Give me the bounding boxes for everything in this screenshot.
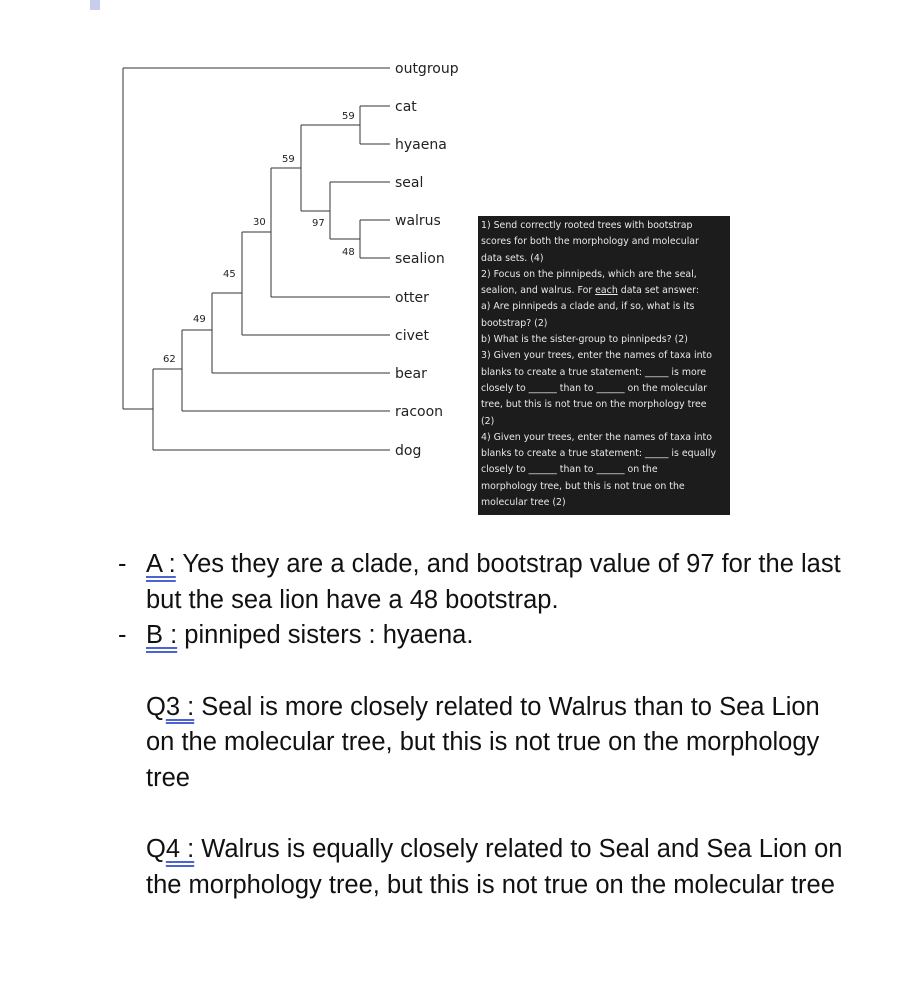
bullet: - (118, 621, 127, 649)
question-line: closely to ______ than to ______ on the molecular (481, 382, 708, 394)
bootstrap-bear-node: 49 (193, 314, 206, 325)
question-line: scores for both the morphology and molecular (481, 236, 699, 248)
taxon-otter: otter (395, 290, 429, 306)
question-line: a) Are pinnipeds a clade and, if so, what is its (481, 301, 695, 313)
bootstrap-cat-hyaena: 59 (342, 111, 355, 122)
answer-q4-key: 4 : (165, 835, 195, 863)
assignment-questions-box (478, 216, 730, 515)
answer-b-key: B : (146, 621, 178, 649)
answer-b (118, 618, 846, 654)
taxon-seal: seal (395, 175, 424, 191)
question-line: 4) Given your trees, enter the names of taxa into (481, 431, 712, 443)
taxon-bear: bear (395, 366, 427, 382)
answer-q3-prefix: Q (146, 692, 166, 721)
answer-q4-text: Walrus is equally closely related to Seal and Sea Lion on the morphology tree, but this is not true on the molecular tree (146, 835, 843, 899)
question-line: bootstrap? (2) (481, 317, 548, 329)
question-line: tree, but this is not true on the morphology tree (481, 399, 707, 411)
question-line: molecular tree (2) (481, 497, 566, 509)
taxon-hyaena: hyaena (395, 137, 447, 153)
bootstrap-pinnipeds: 97 (312, 218, 325, 229)
question-line: morphology tree, but this is not true on the (481, 480, 685, 492)
question-line: 3) Given your trees, enter the names of taxa into (481, 350, 712, 362)
question-line: closely to ______ than to ______ on the (481, 464, 658, 476)
answer-q3-key: 3 : (165, 692, 195, 721)
taxon-racoon: racoon (395, 404, 444, 420)
bootstrap-racoon-node: 62 (163, 354, 176, 365)
taxon-sealion: sealion (395, 251, 445, 267)
answer-q4 (146, 832, 846, 903)
question-line: sealion, and walrus. For each data set answer: (481, 285, 700, 297)
bootstrap-civet-node: 45 (223, 269, 236, 280)
question-line: 2) Focus on the pinnipeds, which are the seal, (481, 268, 697, 280)
bootstrap-hyaenids-pinnipeds: 59 (282, 154, 295, 165)
underlined-each: each (595, 285, 618, 297)
question-line: 1) Send correctly rooted trees with bootstrap (481, 220, 693, 231)
question-line: data sets. (4) (481, 252, 544, 264)
question-line: blanks to create a true statement: _____ is more (481, 366, 707, 378)
answer-q3-text: Seal is more closely related to Walrus than to Sea Lion on the molecular tree, but this is not true on the morphology tree (146, 692, 820, 792)
bootstrap-otter-node: 30 (253, 217, 266, 228)
answer-q4-prefix: Q (146, 835, 166, 863)
answer-a-text: Yes they are a clade, and bootstrap value of 97 for the last but the sea lion have a 48 bootstrap. (146, 550, 841, 614)
taxon-walrus: walrus (395, 213, 441, 229)
bootstrap-walrus-sealion: 48 (342, 247, 355, 258)
tree-branches (123, 68, 390, 450)
answer-b-text: pinniped sisters : hyaena. (177, 621, 474, 649)
question-line: b) What is the sister-group to pinnipeds? (2) (481, 334, 688, 346)
question-line: blanks to create a true statement: _____ is equally (481, 448, 717, 460)
answer-a-key: A : (146, 550, 176, 578)
phylogenetic-tree (0, 0, 470, 480)
answer-a (118, 547, 846, 618)
taxon-civet: civet (395, 328, 429, 344)
question-line: (2) (481, 415, 495, 427)
taxon-outgroup: outgroup (395, 61, 459, 77)
answers-section (118, 547, 846, 903)
taxon-cat: cat (395, 99, 417, 115)
bullet: - (118, 550, 127, 578)
taxon-dog: dog (395, 443, 422, 459)
answer-q3 (146, 690, 846, 797)
